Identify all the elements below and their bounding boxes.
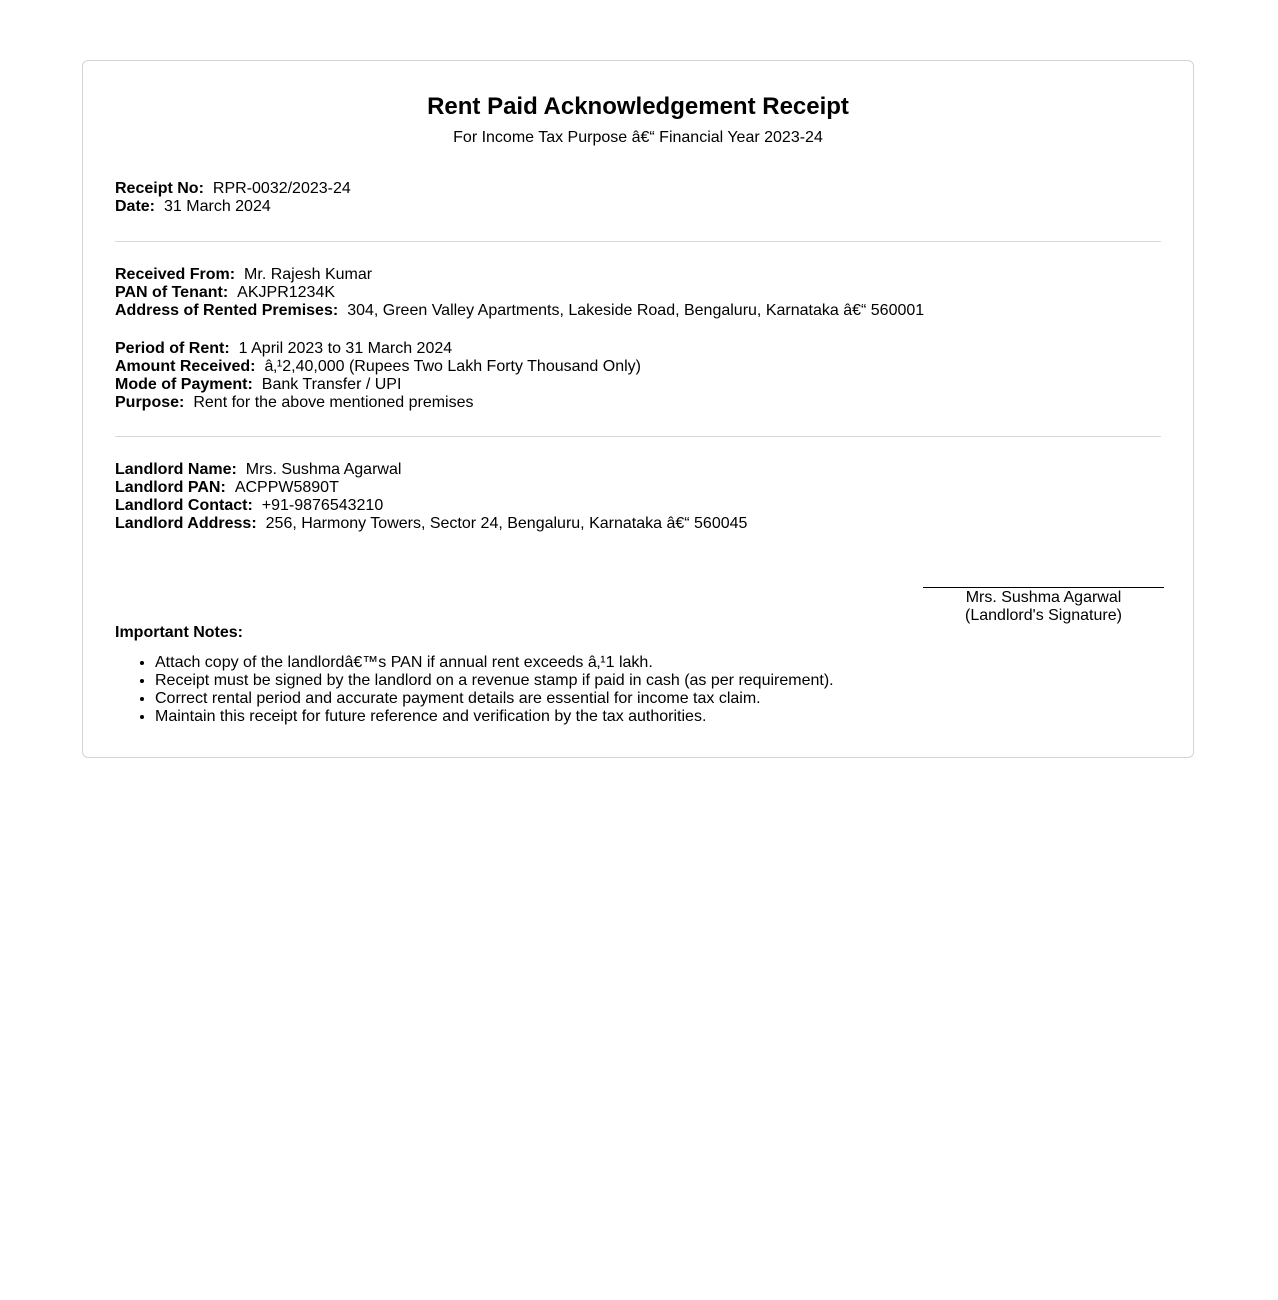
tenant-pan-value: AKJPR1234K xyxy=(237,284,336,301)
amount-received-value: â‚¹2,40,000 (Rupees Two Lakh Forty Thousand Only) xyxy=(264,358,641,375)
purpose-field xyxy=(115,394,1161,412)
receipt-meta xyxy=(115,180,1161,216)
amount-received-field xyxy=(115,358,1161,376)
rent-receipt xyxy=(82,60,1194,758)
list-item: • Attach copy of the landlordâ€™s PAN if annual rent exceeds â‚¹1 lakh. xyxy=(155,654,834,672)
landlord-details xyxy=(115,461,1161,533)
received-from-value: Mr. Rajesh Kumar xyxy=(244,266,373,283)
rent-period-label: Period of Rent: xyxy=(115,340,230,357)
landlord-contact-field xyxy=(115,497,1161,515)
list-item: • Receipt must be signed by the landlord on a revenue stamp if paid in cash (as per requirement). xyxy=(155,672,834,690)
landlord-pan-value: ACPPW5890T xyxy=(234,479,339,496)
landlord-pan-field xyxy=(115,479,1161,497)
notes-title: Important Notes: xyxy=(115,624,243,641)
landlord-address-value: 256, Harmony Towers, Sector 24, Bengaluru, Karnataka â€“ 560045 xyxy=(265,515,748,532)
premises-address-value: 304, Green Valley Apartments, Lakeside Road, Bengaluru, Karnataka â€“ 560001 xyxy=(347,302,925,319)
tenant-details xyxy=(115,266,1161,320)
rent-period-field xyxy=(115,340,1161,358)
signature-caption: (Landlord's Signature) xyxy=(965,607,1122,624)
purpose-value: Rent for the above mentioned premises xyxy=(193,394,474,411)
receipt-title: Rent Paid Acknowledgement Receipt xyxy=(427,93,849,120)
receipt-number-label: Receipt No: xyxy=(115,180,204,197)
purpose-label: Purpose: xyxy=(115,394,185,411)
landlord-name-label: Landlord Name: xyxy=(115,461,237,478)
receipt-number-field xyxy=(115,180,1161,198)
notes-list xyxy=(115,654,834,726)
signature-block xyxy=(923,587,1164,625)
landlord-address-field xyxy=(115,515,1161,533)
amount-received-label: Amount Received: xyxy=(115,358,256,375)
received-from-field xyxy=(115,266,1161,284)
receipt-date-value: 31 March 2024 xyxy=(164,198,271,215)
list-item: • Correct rental period and accurate payment details are essential for income tax claim. xyxy=(155,690,834,708)
section-divider xyxy=(115,436,1161,437)
rent-period-value: 1 April 2023 to 31 March 2024 xyxy=(238,340,453,357)
receipt-number-value: RPR-0032/2023-24 xyxy=(212,180,351,197)
premises-address-label: Address of Rented Premises: xyxy=(115,302,339,319)
landlord-contact-value: +91-9876543210 xyxy=(261,497,384,514)
section-divider xyxy=(115,241,1161,242)
list-item: • Maintain this receipt for future reference and verification by the tax authorities. xyxy=(155,708,834,726)
receipt-date-label: Date: xyxy=(115,198,156,215)
payment-mode-label: Mode of Payment: xyxy=(115,376,253,393)
tenant-pan-field xyxy=(115,284,1161,302)
tenant-pan-label: PAN of Tenant: xyxy=(115,284,229,301)
signatory-name: Mrs. Sushma Agarwal xyxy=(965,589,1122,606)
landlord-contact-label: Landlord Contact: xyxy=(115,497,253,514)
payment-mode-value: Bank Transfer / UPI xyxy=(261,376,402,393)
landlord-pan-label: Landlord PAN: xyxy=(115,479,226,496)
received-from-label: Received From: xyxy=(115,266,236,283)
payment-mode-field xyxy=(115,376,1161,394)
receipt-date-field xyxy=(115,198,1161,216)
rent-details xyxy=(115,340,1161,412)
premises-address-field xyxy=(115,302,1161,320)
landlord-name-value: Mrs. Sushma Agarwal xyxy=(245,461,402,478)
receipt-subtitle: For Income Tax Purpose â€“ Financial Year 2023-24 xyxy=(453,129,823,146)
landlord-name-field xyxy=(115,461,1161,479)
signature-line xyxy=(923,587,1164,588)
landlord-address-label: Landlord Address: xyxy=(115,515,257,532)
